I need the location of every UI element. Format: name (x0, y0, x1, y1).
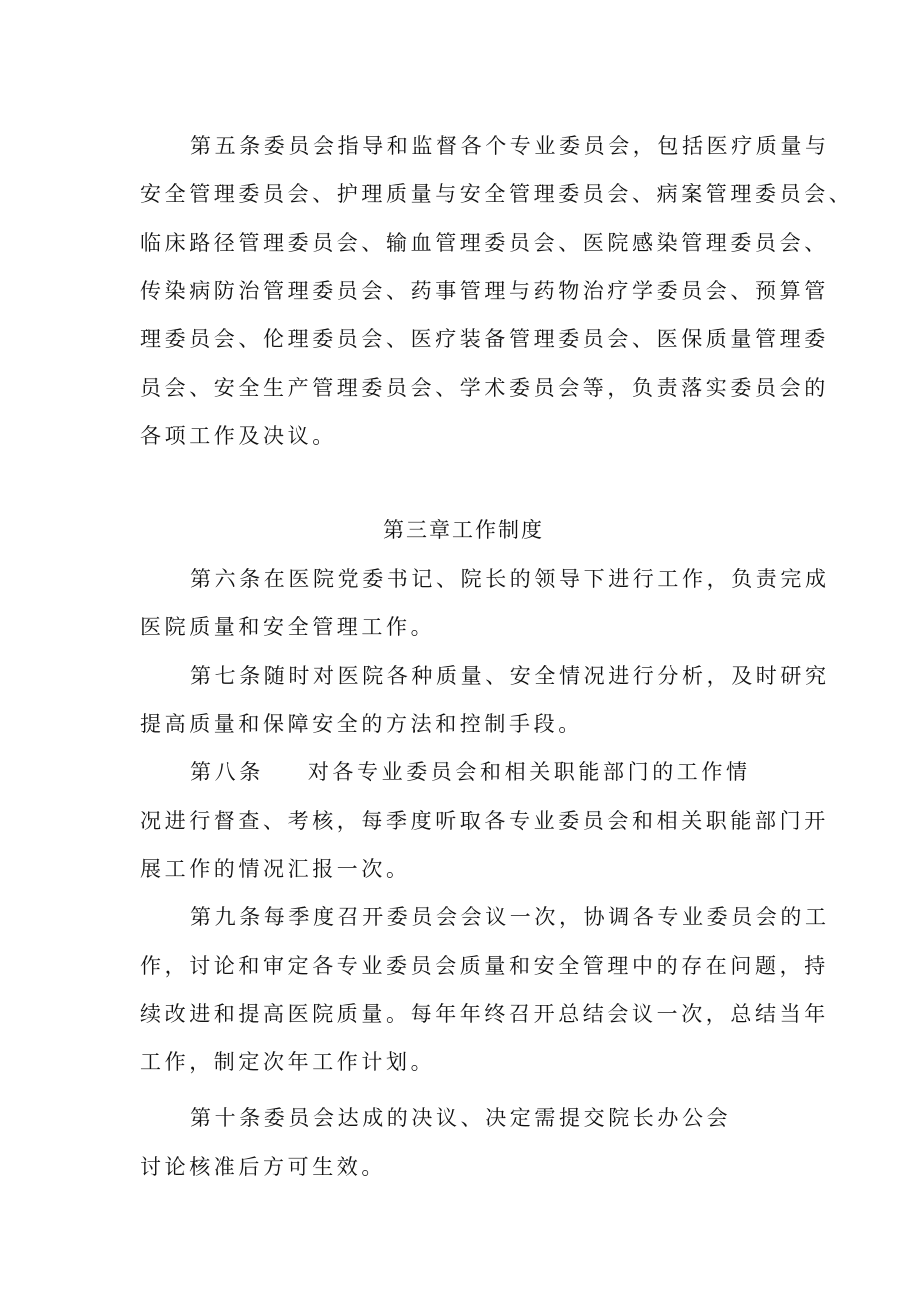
article9-line-1: 第九条每季度召开委员会会议一次，协调各专业委员会的工 (190, 905, 830, 929)
chapter-heading: 第三章工作制度 (383, 518, 544, 542)
article9-line-2: 作，讨论和审定各专业委员会质量和安全管理中的存在问题，持 (140, 954, 829, 978)
article9-line-3: 续改进和提高医院质量。每年年终召开总结会议一次，总结当年 (140, 1002, 829, 1026)
article9-line-4: 工作，制定次年工作计划。 (140, 1050, 436, 1074)
article7-line-1: 第七条随时对医院各种质量、安全情况进行分析，及时研究 (190, 664, 830, 688)
article8-label: 第八条 (190, 760, 264, 784)
article5-line-1: 第五条委员会指导和监督各个专业委员会，包括医疗质量与 (190, 134, 830, 158)
article5-line-6: 员会、安全生产管理委员会、学术委员会等，负责落实委员会的 (140, 376, 829, 400)
article10-line-2: 讨论核准后方可生效。 (140, 1155, 386, 1179)
article10-line-1: 第十条委员会达成的决议、决定需提交院长办公会 (190, 1106, 732, 1130)
article7-line-2: 提高质量和保障安全的方法和控制手段。 (140, 712, 583, 736)
article5-line-3: 临床路径管理委员会、输血管理委员会、医院感染管理委员会、 (140, 231, 829, 255)
article8-line-2: 况进行督查、考核，每季度听取各专业委员会和相关职能部门开 (140, 809, 829, 833)
article6-line-2: 医院质量和安全管理工作。 (140, 615, 436, 639)
article5-line-4: 传染病防治管理委员会、药事管理与药物治疗学委员会、预算管 (140, 279, 829, 303)
article8-first-text: 对各专业委员会和相关职能部门的工作情 (307, 760, 751, 784)
article5-line-2: 安全管理委员会、护理质量与安全管理委员会、病案管理委员会、 (140, 182, 854, 206)
article5-line-7: 各项工作及决议。 (140, 424, 337, 448)
article6-line-1: 第六条在医院党委书记、院长的领导下进行工作，负责完成 (190, 567, 830, 591)
article5-line-5: 理委员会、伦理委员会、医疗装备管理委员会、医保质量管理委 (140, 327, 829, 351)
article8-line-1 (190, 757, 751, 787)
article8-line-3: 展工作的情况汇报一次。 (140, 857, 411, 881)
